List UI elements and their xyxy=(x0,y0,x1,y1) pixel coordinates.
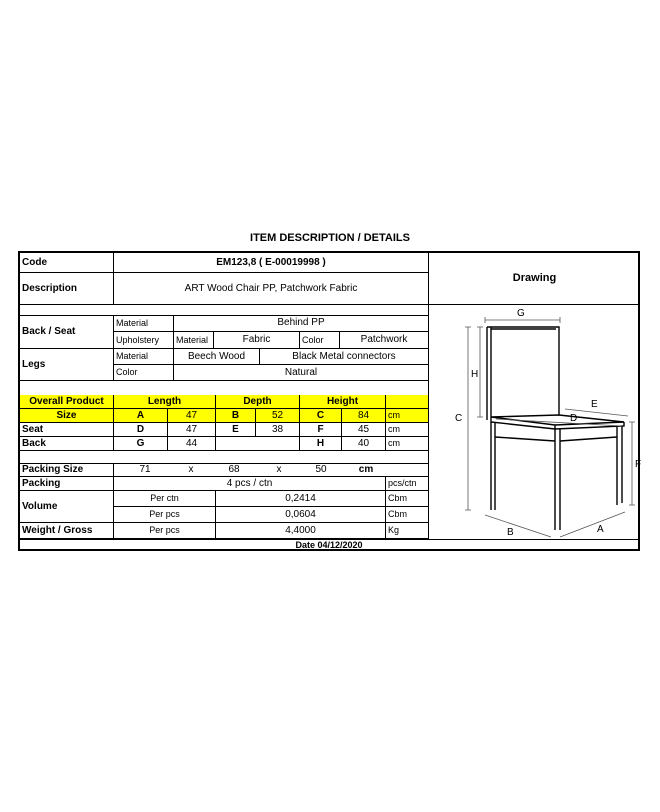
size-value: 84 xyxy=(342,409,386,423)
drawing-letter-c: C xyxy=(455,413,463,424)
legs-label: Legs xyxy=(20,349,114,381)
drawing-letter-h: H xyxy=(471,369,479,380)
legs-material-value-2: Black Metal connectors xyxy=(260,349,428,365)
drawing-letter-g: G xyxy=(517,308,525,319)
times-sign: x xyxy=(176,463,206,477)
upholstery-color-value: Patchwork xyxy=(340,332,428,349)
weight-label: Weight / Gross xyxy=(20,523,114,539)
size-code: E xyxy=(216,423,256,437)
size-value: 47 xyxy=(168,409,216,423)
packing-value: 4 pcs / ctn xyxy=(114,477,386,491)
legs-color-label: Color xyxy=(114,365,174,381)
volume-per-pcs-value: 0,0604 xyxy=(216,507,386,523)
legs-material-label: Material xyxy=(114,349,174,365)
packing-size-label: Packing Size xyxy=(20,463,114,477)
size-code: G xyxy=(114,437,168,451)
empty-cell xyxy=(386,463,428,477)
upholstery-material-label: Material xyxy=(174,332,214,349)
dimension-c-line xyxy=(465,327,471,510)
upholstery-color-label: Color xyxy=(300,332,340,349)
height-header: Height xyxy=(300,395,386,409)
volume-per-ctn-label: Per ctn xyxy=(114,491,216,507)
legs-color-value: Natural xyxy=(174,365,428,381)
packing-length: 71 xyxy=(114,463,176,477)
packing-label: Packing xyxy=(20,477,114,491)
upholstery-material-value: Fabric xyxy=(214,332,300,349)
overall-size-label-2: Size xyxy=(20,409,114,423)
packing-unit: cm xyxy=(346,463,386,477)
upholstery-label: Upholstery xyxy=(114,332,174,349)
volume-per-ctn-unit: Cbm xyxy=(386,491,428,507)
description-label: Description xyxy=(20,273,114,305)
size-code-empty xyxy=(216,437,300,451)
volume-per-pcs-unit: Cbm xyxy=(386,507,428,523)
size-code: D xyxy=(114,423,168,437)
size-unit: cm xyxy=(386,423,428,437)
overall-size-label-1: Overall Product xyxy=(20,395,114,409)
chair-legs xyxy=(491,422,622,530)
length-header: Length xyxy=(114,395,216,409)
size-code: H xyxy=(300,437,342,451)
volume-per-pcs-label: Per pcs xyxy=(114,507,216,523)
spec-sheet xyxy=(18,251,640,551)
volume-label: Volume xyxy=(20,491,114,523)
depth-header: Depth xyxy=(216,395,300,409)
unit-header xyxy=(386,395,428,409)
packing-height: 50 xyxy=(296,463,346,477)
drawing-header: Drawing xyxy=(428,253,640,305)
code-value: EM123,8 ( E-00019998 ) xyxy=(114,253,428,273)
back-label: Back xyxy=(20,437,114,451)
times-sign: x xyxy=(262,463,296,477)
size-code: A xyxy=(114,409,168,423)
drawing-letter-f: F xyxy=(635,459,642,470)
code-label: Code xyxy=(20,253,114,273)
weight-value: 4,4000 xyxy=(216,523,386,539)
size-unit: cm xyxy=(386,437,428,451)
size-code: C xyxy=(300,409,342,423)
weight-unit: Kg xyxy=(386,523,428,539)
drawing-letter-a: A xyxy=(597,524,604,535)
chair-back-panel xyxy=(487,327,559,420)
size-value: 45 xyxy=(342,423,386,437)
chair-seat xyxy=(491,415,624,429)
size-value: 40 xyxy=(342,437,386,451)
size-value: 44 xyxy=(168,437,216,451)
drawing-letter-e: E xyxy=(591,399,598,410)
size-code: F xyxy=(300,423,342,437)
legs-material-value-1: Beech Wood xyxy=(174,349,260,365)
drawing-letter-d: D xyxy=(570,413,578,424)
document-title: ITEM DESCRIPTION / DETAILS xyxy=(250,232,410,244)
drawing-letter-b: B xyxy=(507,527,514,538)
back-seat-material-label: Material xyxy=(114,315,174,332)
size-value: 38 xyxy=(256,423,300,437)
dimension-b-line xyxy=(485,515,551,537)
back-seat-material-value: Behind PP xyxy=(174,315,428,332)
size-code: B xyxy=(216,409,256,423)
volume-per-ctn-value: 0,2414 xyxy=(216,491,386,507)
size-unit: cm xyxy=(386,409,428,423)
dimension-a-line xyxy=(560,512,625,537)
weight-per-label: Per pcs xyxy=(114,523,216,539)
date-footer: Date 04/12/2020 xyxy=(20,539,638,551)
seat-label: Seat xyxy=(20,423,114,437)
size-value: 47 xyxy=(168,423,216,437)
size-value: 52 xyxy=(256,409,300,423)
description-value: ART Wood Chair PP, Patchwork Fabric xyxy=(114,273,428,305)
chair-drawing xyxy=(429,305,640,539)
packing-depth: 68 xyxy=(206,463,262,477)
back-seat-label: Back / Seat xyxy=(20,315,114,349)
packing-unit: pcs/ctn xyxy=(386,477,428,491)
